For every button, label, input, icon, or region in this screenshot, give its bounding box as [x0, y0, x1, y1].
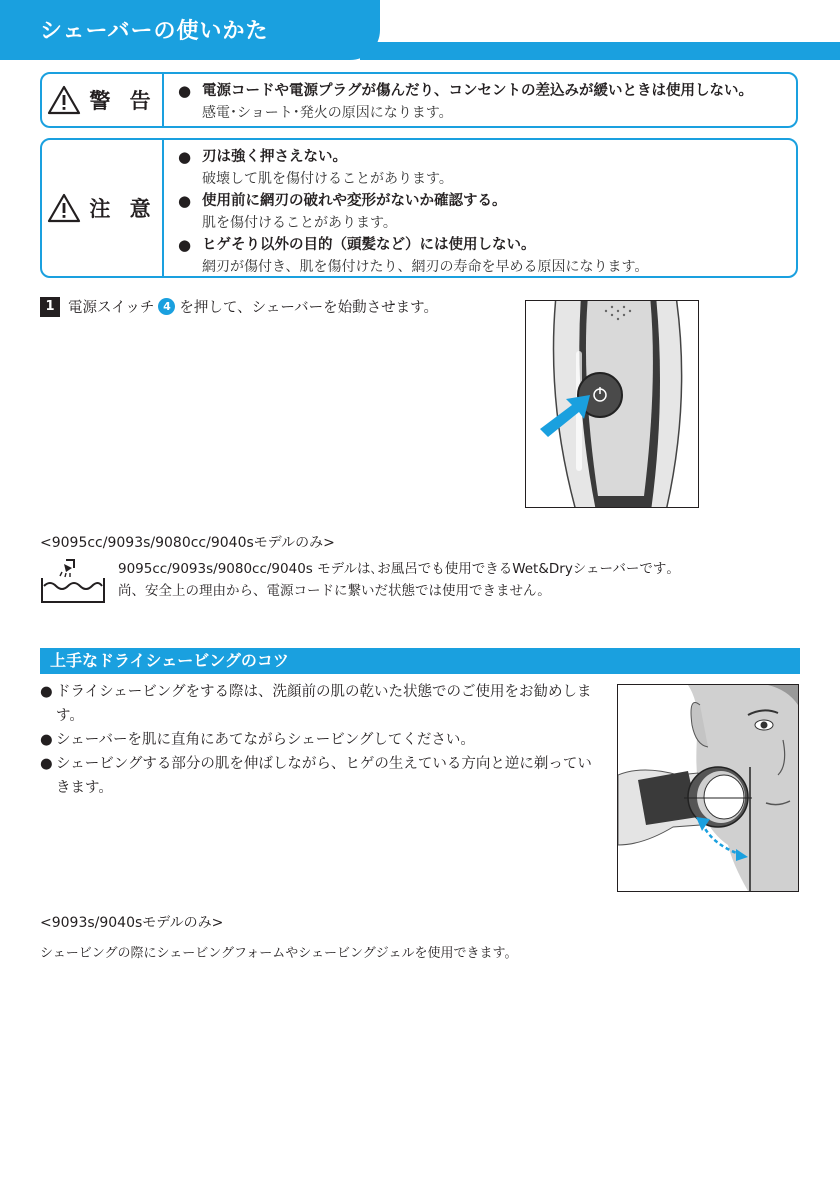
tip-item: ● シェーバーを肌に直角にあてながらシェービングしてください。 [40, 728, 600, 752]
header-rule [360, 42, 840, 60]
warning-triangle-icon [47, 85, 81, 115]
shaver-power-illustration [525, 300, 699, 508]
caution-triangle-icon [47, 193, 81, 223]
tips-list [40, 680, 600, 800]
caution-item-main: 使用前に網刃の破れや変形がないか確認する。 [202, 193, 507, 209]
step-text-before: 電源スイッチ [68, 300, 155, 316]
face-illustration-svg [618, 685, 798, 891]
shaving-face-illustration [617, 684, 799, 892]
tip-item: ● シェービングする部分の肌を伸ばしながら、ヒゲの生えている方向と逆に剃っていきます。 [40, 752, 600, 800]
warning-label: 警 告 [89, 89, 157, 113]
caution-item-main: ヒゲそり以外の目的（頭髪など）には使用しない。 [202, 237, 536, 253]
step-text-after: を押して、シェーバーを始動させます。 [179, 300, 438, 316]
wet-dry-text [118, 558, 673, 602]
models-note-2: <9093s/9040sモデルのみ> [40, 915, 224, 931]
part-ref-badge: 4 [158, 298, 175, 315]
step-number: 1 [40, 297, 60, 317]
caution-box [40, 138, 798, 278]
bullet-icon: ● [40, 756, 53, 772]
caution-item-main: 刃は強く押さえない。 [202, 149, 347, 165]
bullet-icon: ● [178, 192, 192, 210]
caution-item-sub: 肌を傷付けることがあります。 [202, 215, 397, 231]
warning-item-main: 電源コードや電源プラグが傷んだり、コンセントの差込みが緩いときは使用しない。 [202, 83, 753, 99]
warning-box [40, 72, 798, 128]
bullet-icon: ● [178, 236, 192, 254]
page-title: シェーバーの使いかた [40, 19, 269, 44]
step-1 [40, 296, 438, 317]
caution-item-sub: 破壊して肌を傷付けることがあります。 [202, 171, 453, 187]
warning-label-cell [42, 74, 164, 126]
wet-dry-line: 尚、安全上の理由から、電源コードに繋いだ状態では使用できません。 [118, 583, 551, 599]
wet-dry-line: 9095cc/9093s/9080cc/9040s モデルは､お風呂でも使用できるWet&Dryシェーバーです｡ [118, 561, 674, 577]
caution-item-sub: 網刃が傷付き、肌を傷付けたり、網刃の寿命を早める原因になります。 [202, 259, 649, 275]
bullet-icon: ● [40, 684, 53, 700]
shaver-illustration-svg [526, 301, 698, 507]
bullet-icon: ● [178, 82, 192, 100]
bullet-icon: ● [40, 732, 53, 748]
section-heading: 上手なドライシェービングのコツ [40, 648, 800, 674]
warning-item-sub: 感電･ショート･発火の原因になります。 [202, 105, 453, 121]
foam-gel-note: シェービングの際にシェービングフォームやシェービングジェルを使用できます。 [40, 946, 518, 961]
bullet-icon: ● [178, 148, 192, 166]
tip-item: ● ドライシェービングをする際は、洗顔前の肌の乾いた状態でのご使用をお勧めします。 [40, 680, 600, 728]
caution-label: 注 意 [89, 197, 157, 221]
caution-label-cell [42, 140, 164, 276]
bath-shower-icon [40, 558, 106, 604]
models-note: <9095cc/9093s/9080cc/9040sモデルのみ> [40, 535, 335, 551]
